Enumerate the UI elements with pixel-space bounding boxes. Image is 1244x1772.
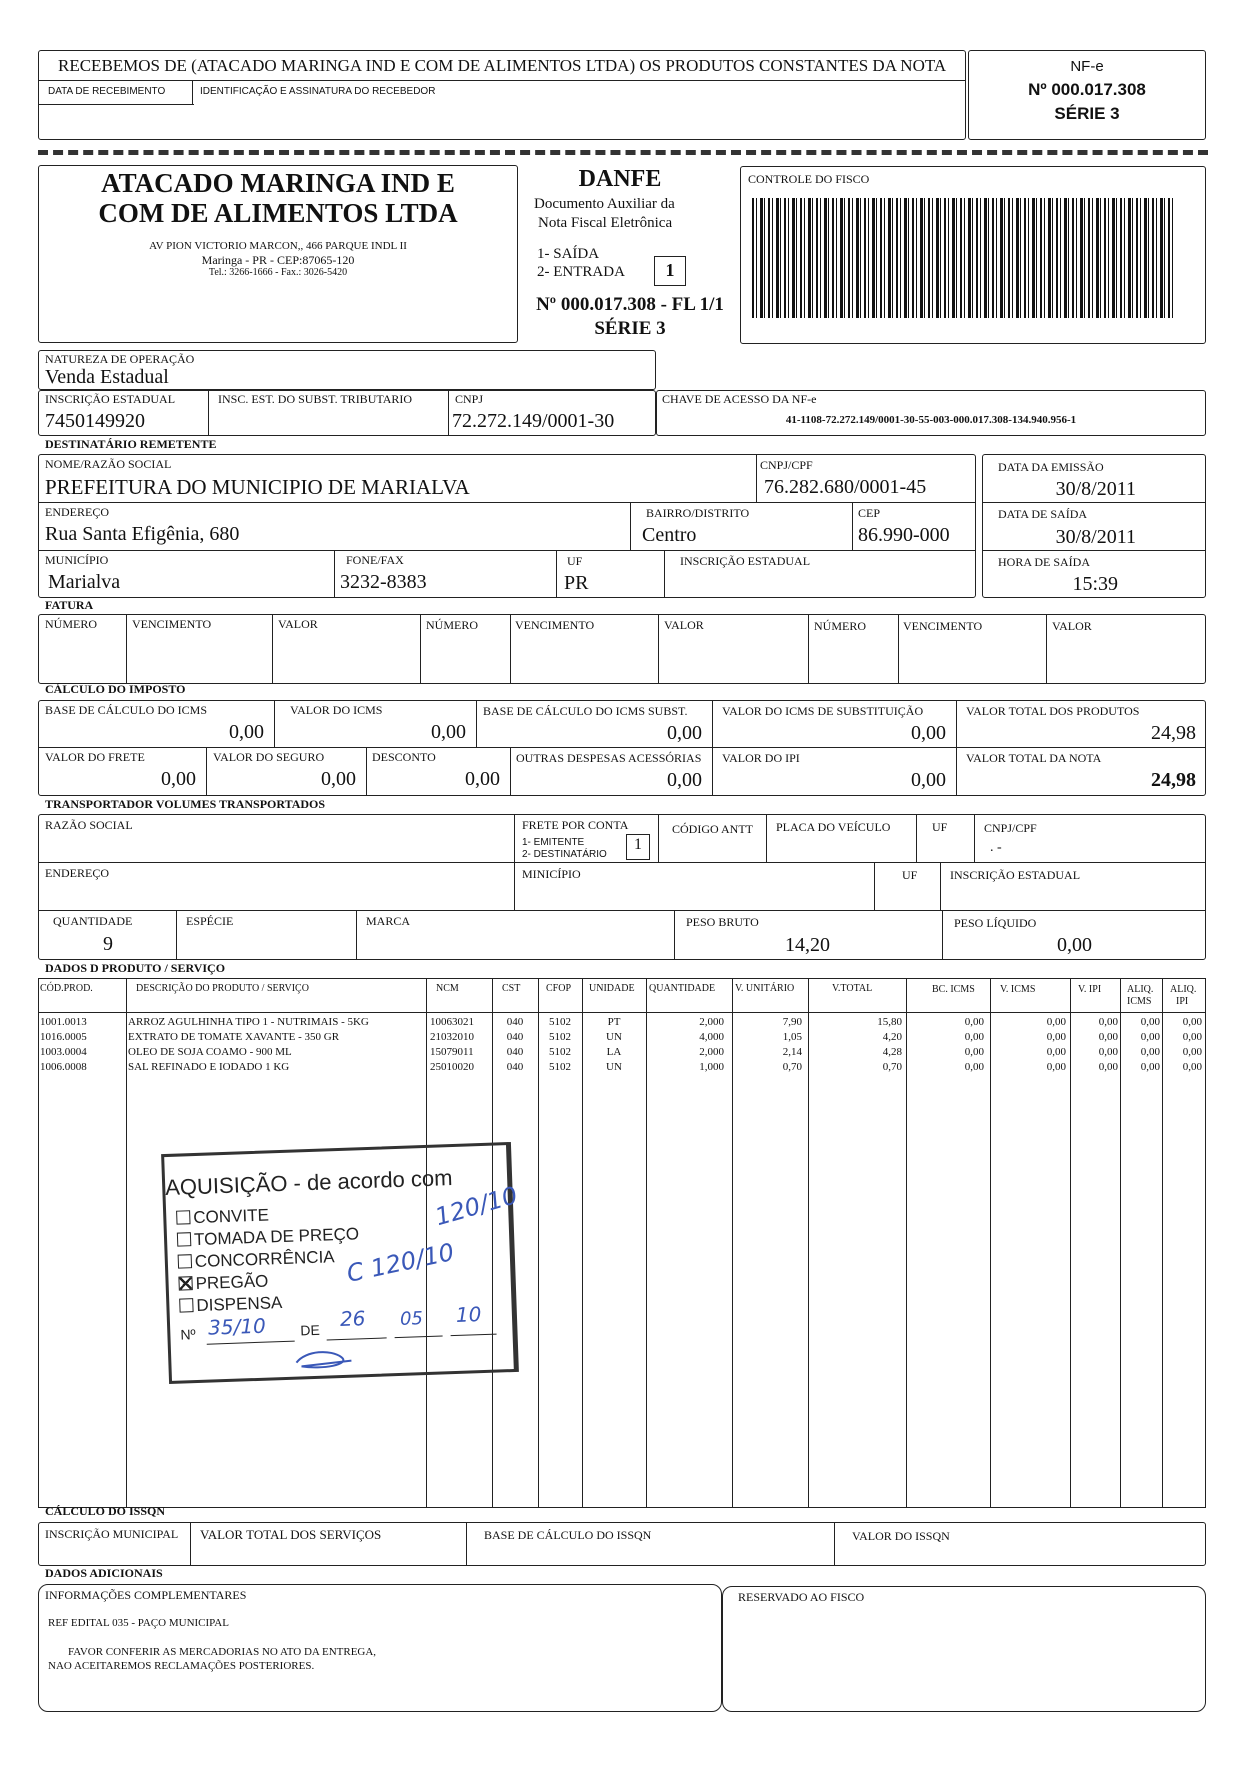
invoice-value-label-3: VALOR — [1052, 619, 1092, 633]
invoice-due-label-1: VENCIMENTO — [132, 617, 212, 631]
product-cell-vunit: 1,05 — [782, 1031, 802, 1043]
product-cell-cfop: 5102 — [549, 1016, 571, 1028]
col-qtd: QUANTIDADE — [649, 983, 716, 994]
freight-recipient: 2- DESTINATÁRIO — [522, 849, 607, 860]
receipt-date-label: DATA DE RECEBIMENTO — [48, 86, 166, 97]
complementary-info-label: INFORMAÇÕES COMPLEMENTARES — [45, 1588, 247, 1602]
fiscal-reserved-label: RESERVADO AO FISCO — [738, 1590, 865, 1604]
receipt-statement: RECEBEMOS DE (ATACADO MARINGA IND E COM DE ALIMENTOS LTDA) OS PRODUTOS CONSTANTES DA NOTA — [58, 56, 947, 75]
icms-value-label: VALOR DO ICMS — [290, 703, 383, 717]
recipient-zip: 86.990-000 — [858, 524, 950, 546]
stamp-no: Nº — [180, 1326, 196, 1343]
additional-section-title: DADOS ADICIONAIS — [45, 1566, 163, 1580]
product-cell-aicms: 0,00 — [1140, 1046, 1160, 1058]
product-cell-vtotal: 15,80 — [877, 1016, 902, 1028]
product-cell-aicms: 0,00 — [1140, 1016, 1160, 1028]
stub-nfe-label: NF-e — [1070, 58, 1104, 75]
icms-st-value-label: VALOR DO ICMS DE SUBSTITUIÇÃO — [722, 704, 924, 718]
products-total: 24,98 — [1151, 722, 1196, 744]
carrier-section-title: TRANSPORTADOR VOLUMES TRANSPORTADOS — [45, 797, 326, 811]
procurement-stamp — [161, 1142, 519, 1384]
product-cell-cfop: 5102 — [549, 1031, 571, 1043]
product-cell-aipi: 0,00 — [1182, 1061, 1202, 1073]
checkbox-pregao-checked — [178, 1276, 192, 1290]
product-cell-vtotal: 4,20 — [882, 1031, 902, 1043]
danfe-subtitle-2: Nota Fiscal Eletrônica — [538, 215, 673, 231]
exit-date: 30/8/2011 — [1055, 526, 1136, 548]
product-cell-cod: 1006.0008 — [40, 1061, 87, 1073]
col-desc: DESCRIÇÃO DO PRODUTO / SERVIÇO — [136, 983, 309, 994]
recipient-address-label: ENDEREÇO — [45, 505, 109, 519]
exit-date-label: DATA DE SAÍDA — [998, 507, 1088, 521]
product-cell-unid: PT — [607, 1016, 621, 1028]
col-ncm: NCM — [436, 983, 459, 994]
ipi-value-label: VALOR DO IPI — [722, 751, 800, 765]
col-cfop: CFOP — [546, 983, 572, 994]
issqn-value-label: VALOR DO ISSQN — [852, 1529, 950, 1543]
tax-section-title: CÁLCULO DO IMPOSTO — [45, 682, 186, 696]
invoice-total: 24,98 — [1151, 769, 1196, 791]
product-cell-cfop: 5102 — [549, 1046, 571, 1058]
invoice-number-label-2: NÚMERO — [426, 618, 479, 632]
col-aliq-ipi-1: ALIQ. — [1170, 984, 1197, 995]
st-registration-label: INSC. EST. DO SUBST. TRIBUTARIO — [218, 392, 413, 406]
quantity: 9 — [103, 933, 113, 955]
danfe-subtitle-1: Documento Auxiliar da — [534, 196, 675, 212]
stamp-convite: CONVITE — [176, 1205, 269, 1228]
product-cell-ncm: 10063021 — [430, 1016, 474, 1028]
product-cell-cod: 1003.0004 — [40, 1046, 87, 1058]
other-expenses: 0,00 — [667, 769, 702, 791]
freight-by-value: 1 — [634, 836, 642, 853]
issuer-cnpj: 72.272.149/0001-30 — [452, 410, 615, 432]
product-cell-cst: 040 — [506, 1031, 524, 1043]
freight-issuer: 1- EMITENTE — [522, 837, 585, 848]
col-aliq-icms-2: ICMS — [1127, 996, 1152, 1007]
freight-value-label: VALOR DO FRETE — [45, 750, 145, 764]
recipient-name-label: NOME/RAZÃO SOCIAL — [45, 457, 172, 471]
product-cell-cod: 1001.0013 — [40, 1016, 87, 1028]
product-cell-unid: UN — [606, 1031, 622, 1043]
receipt-signature-label: IDENTIFICAÇÃO E ASSINATURA DO RECEBEDOR — [200, 86, 436, 97]
discount: 0,00 — [465, 768, 500, 790]
issue-date: 30/8/2011 — [1055, 478, 1136, 500]
invoice-value-label-1: VALOR — [278, 617, 318, 631]
product-cell-qtd: 4,000 — [699, 1031, 724, 1043]
product-cell-aipi: 0,00 — [1182, 1046, 1202, 1058]
invoice-due-label-3: VENCIMENTO — [903, 619, 983, 633]
net-weight-label: PESO LÍQUIDO — [954, 916, 1037, 930]
danfe-type-value: 1 — [665, 260, 675, 280]
issuer-name-2: COM DE ALIMENTOS LTDA — [98, 198, 458, 228]
recipient-ie-label: INSCRIÇÃO ESTADUAL — [680, 554, 811, 568]
invoice-box — [38, 614, 1206, 684]
stamp-de: DE — [300, 1321, 321, 1339]
recipient-phone-label: FONE/FAX — [346, 553, 404, 567]
recipient-city: Marialva — [48, 571, 121, 593]
product-cell-ncm: 15079011 — [430, 1046, 474, 1058]
icms-base: 0,00 — [229, 721, 264, 743]
checkbox-convite — [176, 1210, 190, 1224]
delivery-notice-2: NAO ACEITAREMOS RECLAMAÇÕES POSTERIORES. — [48, 1660, 315, 1672]
product-cell-vipi: 0,00 — [1098, 1061, 1118, 1073]
stamp-tomada: TOMADA DE PREÇO — [177, 1224, 360, 1250]
state-registration: 7450149920 — [45, 410, 145, 432]
product-cell-desc: ARROZ AGULHINHA TIPO 1 - NUTRIMAIS - 5KG — [128, 1016, 369, 1028]
recipient-zip-label: CEP — [858, 506, 881, 520]
product-cell-vunit: 2,14 — [782, 1046, 802, 1058]
species-label: ESPÉCIE — [186, 914, 234, 928]
invoice-value-label-2: VALOR — [664, 618, 704, 632]
other-expenses-label: OUTRAS DESPESAS ACESSÓRIAS — [516, 751, 702, 765]
col-cst: CST — [502, 983, 521, 994]
services-total-label: VALOR TOTAL DOS SERVIÇOS — [200, 1527, 382, 1542]
product-cell-bc: 0,00 — [964, 1061, 984, 1073]
product-cell-bc: 0,00 — [964, 1046, 984, 1058]
product-cell-vunit: 7,90 — [782, 1016, 802, 1028]
carrier-cnpj: . - — [990, 840, 1002, 855]
col-aliq-icms-1: ALIQ. — [1127, 984, 1154, 995]
recipient-phone: 3232-8383 — [340, 571, 427, 593]
vehicle-plate-label: PLACA DO VEÍCULO — [776, 820, 891, 834]
recipient-district-label: BAIRRO/DISTRITO — [646, 506, 750, 520]
col-cod: CÓD.PROD. — [40, 983, 93, 994]
carrier-city-label: MINICÍPIO — [522, 867, 581, 881]
quantity-label: QUANTIDADE — [53, 914, 133, 928]
stamp-hand-year: 10 — [455, 1302, 482, 1327]
col-unid: UNIDADE — [589, 983, 635, 994]
recipient-cnpj-label: CNPJ/CPF — [760, 458, 813, 472]
stamp-pregao: PREGÃO — [178, 1272, 268, 1295]
icms-value: 0,00 — [431, 721, 466, 743]
issue-date-label: DATA DA EMISSÃO — [998, 460, 1104, 474]
product-cell-vunit: 0,70 — [782, 1061, 802, 1073]
operation-nature: Venda Estadual — [45, 366, 169, 388]
delivery-notice-1: FAVOR CONFERIR AS MERCADORIAS NO ATO DA ENTREGA, — [68, 1646, 377, 1658]
product-cell-unid: LA — [606, 1046, 622, 1058]
product-cell-cst: 040 — [506, 1061, 524, 1073]
danfe-exit: 1- SAÍDA — [537, 246, 600, 262]
product-cell-desc: EXTRATO DE TOMATE XAVANTE - 350 GR — [128, 1031, 340, 1043]
product-cell-cod: 1016.0005 — [40, 1031, 87, 1043]
recipient-address: Rua Santa Efigênia, 680 — [45, 523, 240, 545]
product-cell-ncm: 25010020 — [430, 1061, 474, 1073]
checkbox-concorrencia — [178, 1254, 192, 1268]
col-vtotal: V.TOTAL — [832, 983, 873, 994]
stamp-concorrencia: CONCORRÊNCIA — [178, 1247, 335, 1272]
issuer-phone: Tel.: 3266-1666 - Fax.: 3026-5420 — [208, 267, 348, 278]
icms-st-base-label: BASE DE CÁLCULO DO ICMS SUBST. — [483, 704, 688, 718]
exit-time: 15:39 — [1072, 573, 1118, 595]
operation-nature-label: NATUREZA DE OPERAÇÃO — [45, 352, 195, 366]
antt-code-label: CÓDIGO ANTT — [672, 822, 753, 836]
stub-nfe-number: Nº 000.017.308 — [1028, 80, 1146, 99]
recipient-city-label: MUNICÍPIO — [45, 553, 109, 567]
issqn-base-label: BASE DE CÁLCULO DO ISSQN — [484, 1528, 652, 1542]
danfe-entry: 2- ENTRADA — [537, 264, 625, 280]
carrier-ie-label: INSCRIÇÃO ESTADUAL — [950, 868, 1081, 882]
col-vicms: V. ICMS — [1000, 984, 1036, 995]
products-total-label: VALOR TOTAL DOS PRODUTOS — [966, 704, 1140, 718]
issuer-name-1: ATACADO MARINGA IND E — [101, 168, 455, 198]
checkbox-dispensa — [179, 1298, 193, 1312]
issqn-section-title: CÁLCULO DO ISSQN — [45, 1504, 166, 1518]
state-registration-label: INSCRIÇÃO ESTADUAL — [45, 392, 176, 406]
product-cell-qtd: 2,000 — [699, 1046, 724, 1058]
edital-reference: REF EDITAL 035 - PAÇO MUNICIPAL — [48, 1617, 229, 1629]
carrier-address-label: ENDEREÇO — [45, 866, 109, 880]
access-key-label: CHAVE DE ACESSO DA NF-e — [662, 392, 817, 406]
freight-value: 0,00 — [161, 768, 196, 790]
issuer-address: AV PION VICTORIO MARCON,, 466 PARQUE INDL II — [149, 240, 407, 252]
freight-by-label: FRETE POR CONTA — [522, 818, 629, 832]
product-cell-cst: 040 — [506, 1046, 524, 1058]
access-key: 41-1108-72.272.149/0001-30-55-003-000.017.308-134.940.956-1 — [785, 414, 1077, 426]
signature-scribble — [291, 1346, 362, 1374]
product-cell-qtd: 1,000 — [699, 1061, 724, 1073]
product-cell-qtd: 2,000 — [699, 1016, 724, 1028]
product-cell-desc: SAL REFINADO E IODADO 1 KG — [128, 1061, 290, 1073]
invoice-number-label-3: NÚMERO — [814, 619, 867, 633]
product-cell-vtotal: 0,70 — [882, 1061, 902, 1073]
product-cell-vtotal: 4,28 — [882, 1046, 902, 1058]
product-cell-aipi: 0,00 — [1182, 1016, 1202, 1028]
col-vunit: V. UNITÁRIO — [735, 983, 795, 994]
cut-line — [38, 150, 1208, 155]
product-cell-aicms: 0,00 — [1140, 1031, 1160, 1043]
invoice-number-label-1: NÚMERO — [45, 617, 98, 631]
checkbox-tomada — [177, 1232, 191, 1246]
product-cell-ncm: 21032010 — [430, 1031, 474, 1043]
product-cell-vipi: 0,00 — [1098, 1016, 1118, 1028]
invoice-due-label-2: VENCIMENTO — [515, 618, 595, 632]
product-cell-desc: OLEO DE SOJA COAMO - 900 ML — [128, 1046, 292, 1058]
stamp-hand-day: 26 — [339, 1306, 366, 1332]
fiscal-control-label: CONTROLE DO FISCO — [748, 172, 870, 186]
col-aliq-ipi-2: IPI — [1176, 996, 1189, 1007]
col-vipi: V. IPI — [1078, 984, 1102, 995]
stamp-hand-number: 35/10 — [207, 1313, 267, 1340]
stamp-dispensa: DISPENSA — [179, 1293, 283, 1317]
insurance-value: 0,00 — [321, 768, 356, 790]
icms-st-base: 0,00 — [667, 722, 702, 744]
product-cell-vicms: 0,00 — [1046, 1046, 1066, 1058]
municipal-registration-label: INSCRIÇÃO MUNICIPAL — [45, 1527, 179, 1541]
product-cell-unid: UN — [606, 1061, 622, 1073]
net-weight: 0,00 — [1057, 934, 1092, 956]
recipient-uf: PR — [564, 572, 589, 594]
stamp-title: AQUISIÇÃO - de acordo com — [164, 1165, 453, 1201]
carrier-name-label: RAZÃO SOCIAL — [45, 818, 133, 832]
gross-weight: 14,20 — [785, 934, 830, 956]
product-cell-vipi: 0,00 — [1098, 1031, 1118, 1043]
product-cell-cfop: 5102 — [549, 1061, 571, 1073]
icms-base-label: BASE DE CÁLCULO DO ICMS — [45, 703, 208, 717]
col-bc: BC. ICMS — [932, 984, 975, 995]
product-cell-bc: 0,00 — [964, 1016, 984, 1028]
danfe-number: Nº 000.017.308 - FL 1/1 — [536, 294, 724, 315]
vehicle-uf-label: UF — [932, 820, 948, 834]
barcode — [752, 198, 1174, 318]
stamp-hand-b: C 120/10 — [344, 1237, 457, 1288]
stub-nfe-series: SÉRIE 3 — [1054, 104, 1120, 123]
recipient-district: Centro — [642, 524, 697, 546]
ipi-value: 0,00 — [911, 769, 946, 791]
stamp-hand-a: 120/10 — [431, 1181, 521, 1232]
danfe-series: SÉRIE 3 — [594, 318, 666, 339]
stamp-hand-month: 05 — [399, 1308, 424, 1330]
product-cell-vipi: 0,00 — [1098, 1046, 1118, 1058]
issuer-cnpj-label: CNPJ — [455, 392, 484, 406]
danfe-title: DANFE — [578, 166, 662, 192]
product-cell-bc: 0,00 — [964, 1031, 984, 1043]
product-cell-aipi: 0,00 — [1182, 1031, 1202, 1043]
discount-label: DESCONTO — [372, 750, 436, 764]
icms-st-value: 0,00 — [911, 722, 946, 744]
exit-time-label: HORA DE SAÍDA — [998, 555, 1091, 569]
recipient-name: PREFEITURA DO MUNICIPIO DE MARIALVA — [45, 475, 470, 499]
product-cell-cst: 040 — [506, 1016, 524, 1028]
products-section-title: DADOS D PRODUTO / SERVIÇO — [45, 961, 226, 975]
gross-weight-label: PESO BRUTO — [686, 915, 759, 929]
insurance-value-label: VALOR DO SEGURO — [213, 750, 325, 764]
recipient-uf-label: UF — [567, 554, 583, 568]
issuer-city: Maringa - PR - CEP:87065-120 — [201, 253, 355, 267]
invoice-total-label: VALOR TOTAL DA NOTA — [966, 751, 1102, 765]
product-cell-vicms: 0,00 — [1046, 1061, 1066, 1073]
invoice-section-title: FATURA — [45, 598, 94, 612]
brand-label: MARCA — [366, 914, 411, 928]
recipient-section-title: DESTINATÁRIO REMETENTE — [45, 437, 217, 451]
recipient-cnpj: 76.282.680/0001-45 — [764, 476, 927, 498]
carrier-uf-label: UF — [902, 868, 918, 882]
carrier-cnpj-label: CNPJ/CPF — [984, 821, 1037, 835]
product-cell-vicms: 0,00 — [1046, 1031, 1066, 1043]
product-cell-aicms: 0,00 — [1140, 1061, 1160, 1073]
product-cell-vicms: 0,00 — [1046, 1016, 1066, 1028]
